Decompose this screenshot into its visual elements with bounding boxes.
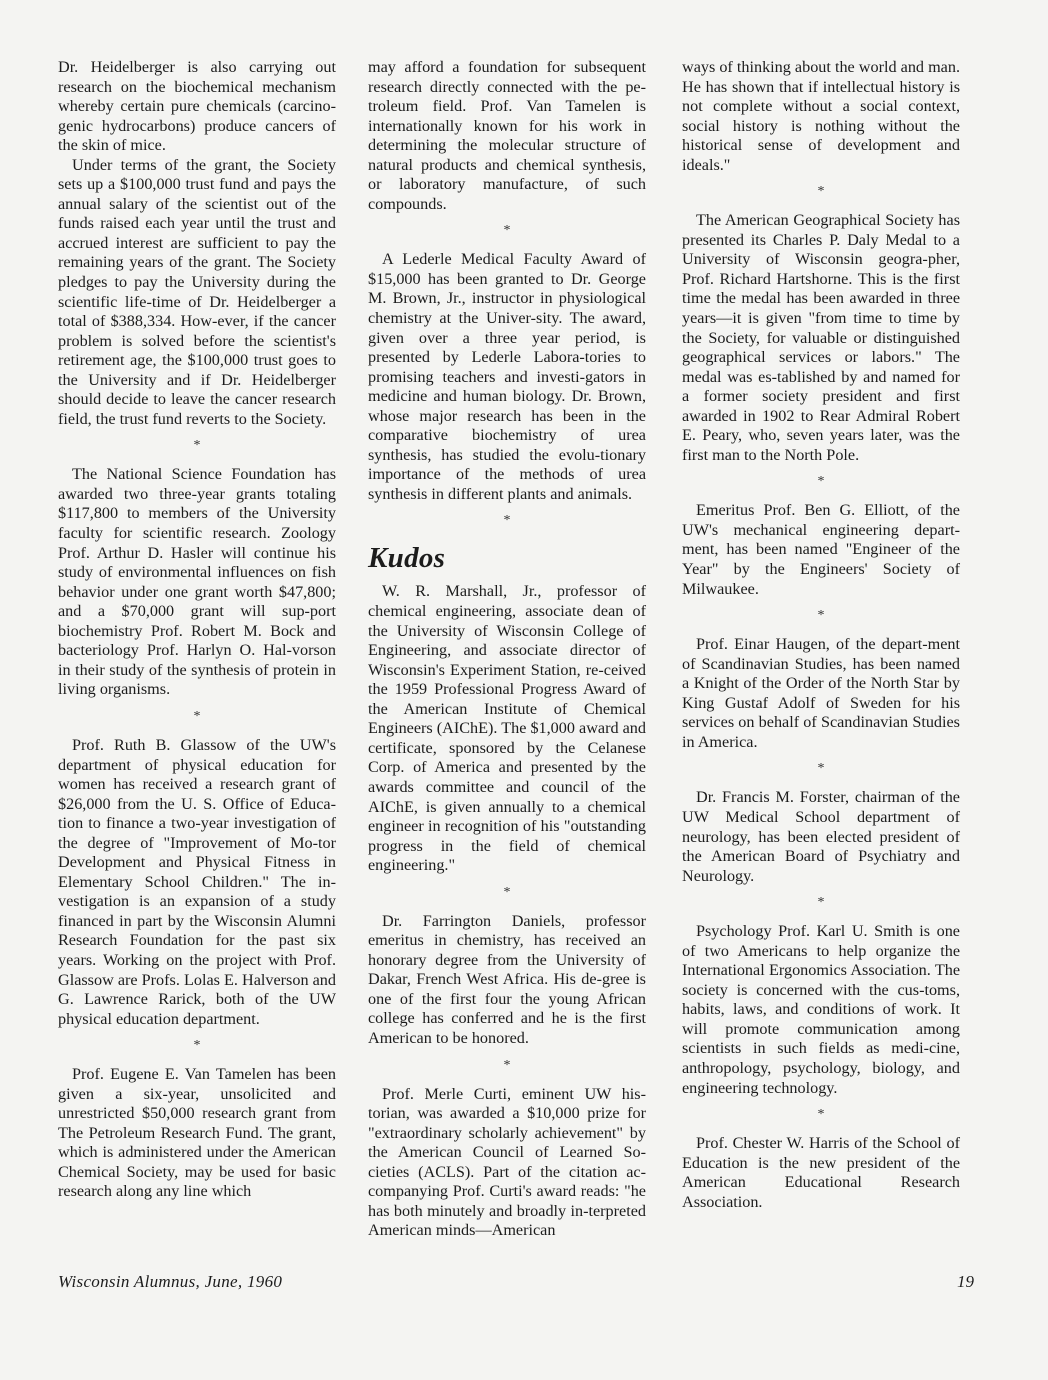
column-1 (58, 58, 336, 1202)
paragraph-forster-president: Dr. Francis M. Forster, chairman of the UW Medical School department of neurology, has been elected president of the American Board of Psychiatry and Neurology. (682, 788, 960, 885)
separator-asterisk: * (503, 223, 511, 239)
paragraph-marshall-award: W. R. Marshall, Jr., professor of chemical engineering, associate dean of the University of Wisconsin College of Engineering, and associate director of Wisconsin's Experiment Station, re-ceived the 1959 Professional Progress Award of the American Institute of Chemical Engineers (AIChE). The $1,000 award and certificate, sponsored by the Celanese Corp. of America and presented by the awards committee and council of the AIChE, is given annually to a chemical engineer in recognition of his "outstanding progress in the field of chemical engineering." (368, 582, 646, 875)
paragraph-heidelberger-research: Dr. Heidelberger is also carrying out research on the biochemical mechanism whereby certain pure chemicals (carcino-genic hydrocarbons) produce cancers of the skin of mice. (58, 58, 336, 155)
paragraph-smith-ergonomics: Psychology Prof. Karl U. Smith is one of two Americans to help organize the International Ergonomics Association. The society is concerned with the cus-toms, habits, laws, and conditions of work. It will promote communication among scientists in such fields as medi-cine, anthropology, psychology, biology, and engineering technology. (682, 922, 960, 1097)
separator-asterisk: * (503, 1057, 511, 1073)
column-2 (368, 58, 646, 1241)
paragraph-van-tamelen-grant: Prof. Eugene E. Van Tamelen has been given a six-year, unsolicited and unrestricted $50,000 research grant from The Petroleum Research Fund. The grant, which is administered under the American Chemical Society, may be used for basic research along any line which (58, 1065, 336, 1201)
separator-asterisk: * (193, 438, 201, 454)
separator-asterisk: * (817, 608, 825, 624)
separator-asterisk: * (193, 1038, 201, 1054)
separator-asterisk: * (503, 884, 511, 900)
paragraph-nsf-grants: The National Science Foundation has awarded two three-year grants totaling $117,800 to members of the University faculty for scientific research. Zoology Prof. Arthur D. Hasler will continue his study of environmental influences on fish behavior under one grant worth $47,800; and a $70,000 grant will sup-port biochemistry Prof. Robert M. Bock and bacteriology Prof. Harlyn O. Hal-vorson in their study of the synthesis of protein in living organisms. (58, 465, 336, 699)
paragraph-glassow-grant: Prof. Ruth B. Glassow of the UW's department of physical education for women has received a research grant of $26,000 from the U. S. Office of Educa-tion to finance a two-year investigation of the degree of "Improvement of Mo-tor Development and Physical Fitness in Elementary School Children." The in-vestigation is an expansion of a study financed in part by the Wisconsin Alumni Research Foundation for the past six years. Working on the project with Prof. Glassow are Profs. Lolas E. Halverson and G. Lawrence Rarick, both of the UW physical education department. (58, 735, 336, 1028)
paragraph-haugen-knight: Prof. Einar Haugen, of the depart-ment of Scandinavian Studies, has been named a Knight of the Order of the North Star by King Gustaf Adolf of Sweden for his services on behalf of Scandinavian Studies in America. (682, 635, 960, 751)
paragraph-van-tamelen-continued: may afford a foundation for subsequent research directly connected with the pe-troleum field. Prof. Van Tamelen is internationally known for his work in determining the molecular structure of natural products and chemical synthesis, or laboratory manufacture, of such compounds. (368, 58, 646, 213)
paragraph-hartshorne-medal: The American Geographical Society has presented its Charles P. Daly Medal to a University of Wisconsin geogra-pher, Prof. Richard Hartshorne. This is the first time the medal has been awarded in three years—it is given "from time to time by the Society, for valuable or distinguished geographical services or labors." The medal was es-tablished by and named for a former society president and first awarded in 1902 to Rear Admiral Robert E. Peary, who, seven years later, was the first man to the North Pole. (682, 211, 960, 464)
paragraph-curti-prize: Prof. Merle Curti, eminent UW his-torian, was awarded a $10,000 prize for "extraordinary scholarly achievement" by the American Council of Learned So-cieties (ACLS). Part of the citation ac-companying Prof. Curti's award reads: "he has both minutely and broadly in-terpreted American minds—American (368, 1084, 646, 1240)
separator-asterisk: * (503, 513, 511, 529)
paragraph-grant-terms: Under terms of the grant, the Society sets up a $100,000 trust fund and pays the annual salary of the scientist out of the funds raised each year until the trust and accrued interest are sufficient to pay the remaining years of the grant. The Society pledges to pay the University during the scientific life-time of Dr. Heidelberger a total of $388,334. How-ever, if the cancer problem is solved before the scientist's retirement age, the $100,000 trust goes to the University and if Dr. Heidelberger should decide to leave the cancer research field, the trust fund reverts to the Society. (58, 155, 336, 428)
separator-asterisk: * (817, 761, 825, 777)
paragraph-harris-president: Prof. Chester W. Harris of the School of Education is the new president of the American Educational Research Association. (682, 1134, 960, 1211)
paragraph-elliott-engineer: Emeritus Prof. Ben G. Elliott, of the UW's mechanical engineering depart-ment, has been named "Engineer of the Year" by the Engineers' Society of Milwaukee. (682, 501, 960, 598)
separator-asterisk: * (817, 474, 825, 490)
separator-asterisk: * (193, 708, 201, 724)
paragraph-curti-continued: ways of thinking about the world and man. He has shown that if intellectual history is not complete without a social context, social history is nothing without the historical sense of development and ideals." (682, 58, 960, 174)
column-3 (682, 58, 960, 1212)
separator-asterisk: * (817, 895, 825, 911)
footer-publication: Wisconsin Alumnus, June, 1960 (58, 1272, 283, 1291)
page-number: 19 (957, 1272, 974, 1291)
separator-asterisk: * (817, 184, 825, 200)
separator-asterisk: * (817, 1107, 825, 1123)
section-heading-kudos: Kudos (368, 542, 446, 575)
paragraph-lederle-award: A Lederle Medical Faculty Award of $15,000 has been granted to Dr. George M. Brown, Jr., instructor in physiological chemistry at the Univer-sity. The award, given over a three year period, is presented by Lederle Labora-tories to promising teachers and investi-gators in medicine and human biology. Dr. Brown, whose major research has been in the comparative biochemistry of urea synthesis, has studied the evolu-tionary importance of the methods of urea synthesis in different plants and animals. (368, 250, 646, 503)
paragraph-daniels-degree: Dr. Farrington Daniels, professor emeritus in chemistry, has received an honorary degree from the University of Dakar, French West Africa. His de-gree is one of the first four the young African college has conferred and he is the first American to be honored. (368, 911, 646, 1047)
